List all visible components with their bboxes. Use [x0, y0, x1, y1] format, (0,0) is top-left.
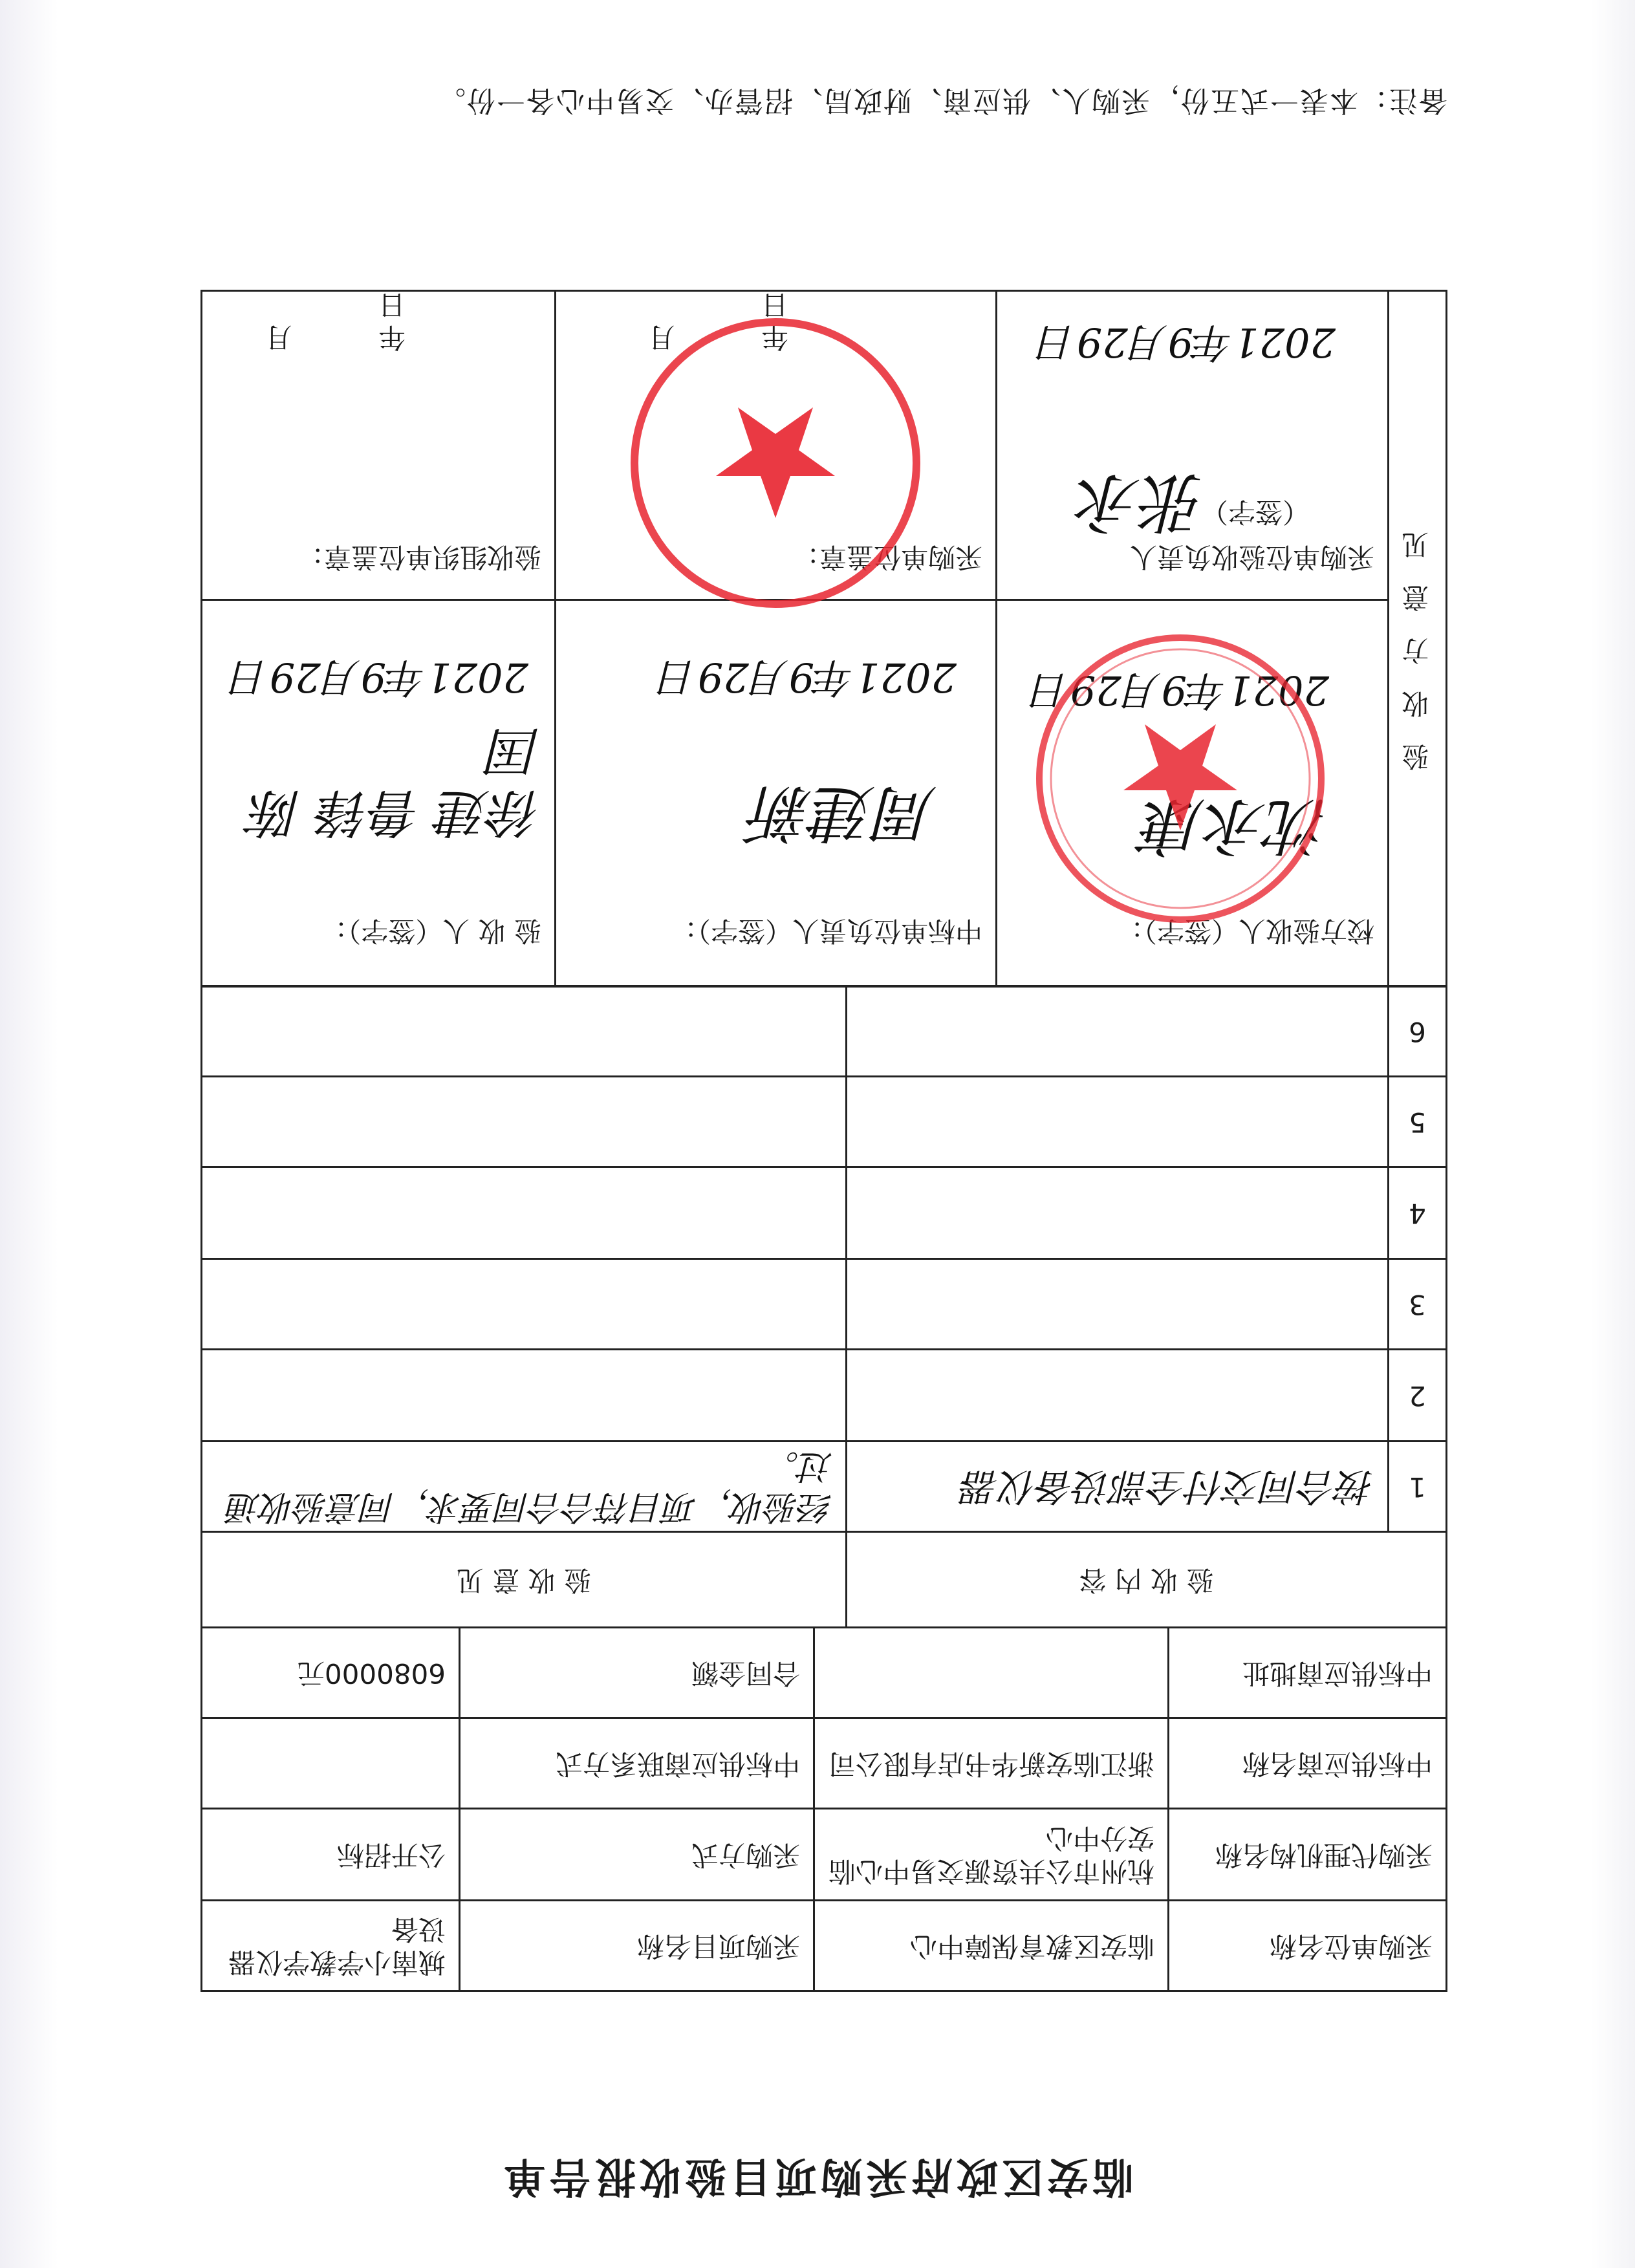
- check-content-cell: [847, 1167, 1389, 1259]
- org-seal-cell: [202, 288, 556, 600]
- inspector-sign-label: 验 收 人（签字）：: [320, 915, 541, 947]
- agency-value: 杭州市公共资源交易中心临安分中心: [814, 1809, 1169, 1901]
- footnote: 备注：本表一式五份，采购人、供应商、财政局、招管办、交易中心各一份。: [436, 84, 1447, 117]
- row-number: 2: [1389, 1350, 1447, 1442]
- check-opinion-header: 验 收 意 见: [202, 1532, 847, 1628]
- buyer-resp-cell: [997, 291, 1389, 600]
- school-signature: 沈永康: [1143, 790, 1329, 862]
- sign-row: [202, 600, 1447, 987]
- contact-label: 中标供应商联系方式: [460, 1718, 814, 1809]
- check-opinion-cell: [202, 1167, 847, 1259]
- check-table: [200, 985, 1447, 1628]
- info-table: [200, 1626, 1447, 1992]
- winner-sign-date: 2021年9月29日: [657, 654, 957, 701]
- table-row: [202, 1628, 1447, 1718]
- supplier-value: 浙江临安新华书店有限公司: [814, 1718, 1169, 1809]
- row-number: 5: [1389, 1077, 1447, 1167]
- amount-value: 6080000元: [202, 1628, 460, 1718]
- check-opinion-cell: [202, 1259, 847, 1350]
- table-row: [202, 1809, 1447, 1901]
- check-content-cell: [847, 1350, 1389, 1442]
- page-title: 临安区政府采购项目验收报告单: [500, 2152, 1134, 2201]
- table-row: [202, 1350, 1447, 1442]
- table-row: [202, 1901, 1447, 1991]
- table-row: [202, 1442, 1447, 1532]
- buyer-seal-icon: [627, 314, 924, 612]
- check-content-cell: 按合同交付全部设备仪器: [847, 1442, 1389, 1532]
- buyer-seal-label: 采购单位盖章：: [792, 541, 982, 573]
- project-value: 城南小学教学仪器设备: [202, 1901, 460, 1991]
- method-value: 公开招标: [202, 1809, 460, 1901]
- buyer-value: 临安区教育保障中心: [814, 1901, 1169, 1991]
- check-content-cell: [847, 1259, 1389, 1350]
- school-seal-icon: [1032, 630, 1329, 927]
- seal-row: [202, 291, 1447, 600]
- table-row: [202, 1259, 1447, 1350]
- check-content-cell: [847, 986, 1389, 1077]
- check-opinion-cell: [202, 986, 847, 1077]
- buyer-resp-date: 2021年9月29日: [1036, 319, 1336, 366]
- buyer-resp-note: （签字）: [1200, 496, 1310, 528]
- org-seal-label: 验收组织单位盖章：: [296, 541, 541, 573]
- amount-label: 合同金额: [460, 1628, 814, 1718]
- winner-sign-label: 中标单位负责人（签字）：: [669, 915, 982, 947]
- row-number: 4: [1389, 1167, 1447, 1259]
- supplier-label: 中标供应商名称: [1169, 1718, 1447, 1809]
- method-label: 采购方式: [460, 1809, 814, 1901]
- buyer-resp-label: 采购单位验收负责人: [1129, 541, 1374, 573]
- buyer-resp-signature: 张永: [1077, 464, 1206, 540]
- check-content-header: 验 收 内 容: [847, 1532, 1447, 1628]
- agency-label: 采购代理机构名称: [1169, 1809, 1447, 1901]
- school-sign-label: 校方验收人（签字）：: [1116, 915, 1374, 947]
- check-opinion-cell: [202, 1350, 847, 1442]
- buyer-label: 采购单位名称: [1169, 1901, 1447, 1991]
- signature-table: [200, 290, 1447, 988]
- buyer-seal-date: 年 月 日: [609, 288, 788, 353]
- project-label: 采购项目名称: [460, 1901, 814, 1991]
- buyer-seal-cell: [556, 288, 997, 600]
- table-row: [202, 1167, 1447, 1259]
- table-row: [202, 986, 1447, 1077]
- table-row: [202, 1077, 1447, 1167]
- check-opinion-cell: 经验收，项目符合合同要求，同意验收通过。: [202, 1442, 847, 1532]
- winner-sign-cell: [556, 600, 997, 987]
- check-header-row: [202, 1532, 1447, 1628]
- school-sign-cell: [997, 600, 1389, 987]
- school-sign-date: 2021年9月29日: [1030, 667, 1329, 714]
- contact-value: [202, 1718, 460, 1809]
- opinion-side-label: 验收方意见: [1389, 291, 1447, 987]
- inspector-sign-date: 2021年9月29日: [229, 654, 528, 701]
- table-row: [202, 1718, 1447, 1809]
- row-number: 6: [1389, 986, 1447, 1077]
- check-content-cell: [847, 1077, 1389, 1167]
- inspector-signature: 徐建 鲁锋 陈国: [250, 720, 541, 843]
- inspector-sign-cell: [202, 600, 556, 987]
- winner-signature: 周建新: [751, 777, 937, 849]
- org-seal-date: 年 月 日: [226, 288, 406, 353]
- address-label: 中标供应商地址: [1169, 1628, 1447, 1718]
- check-opinion-cell: [202, 1077, 847, 1167]
- address-value: [814, 1628, 1169, 1718]
- row-number: 1: [1389, 1442, 1447, 1532]
- row-number: 3: [1389, 1259, 1447, 1350]
